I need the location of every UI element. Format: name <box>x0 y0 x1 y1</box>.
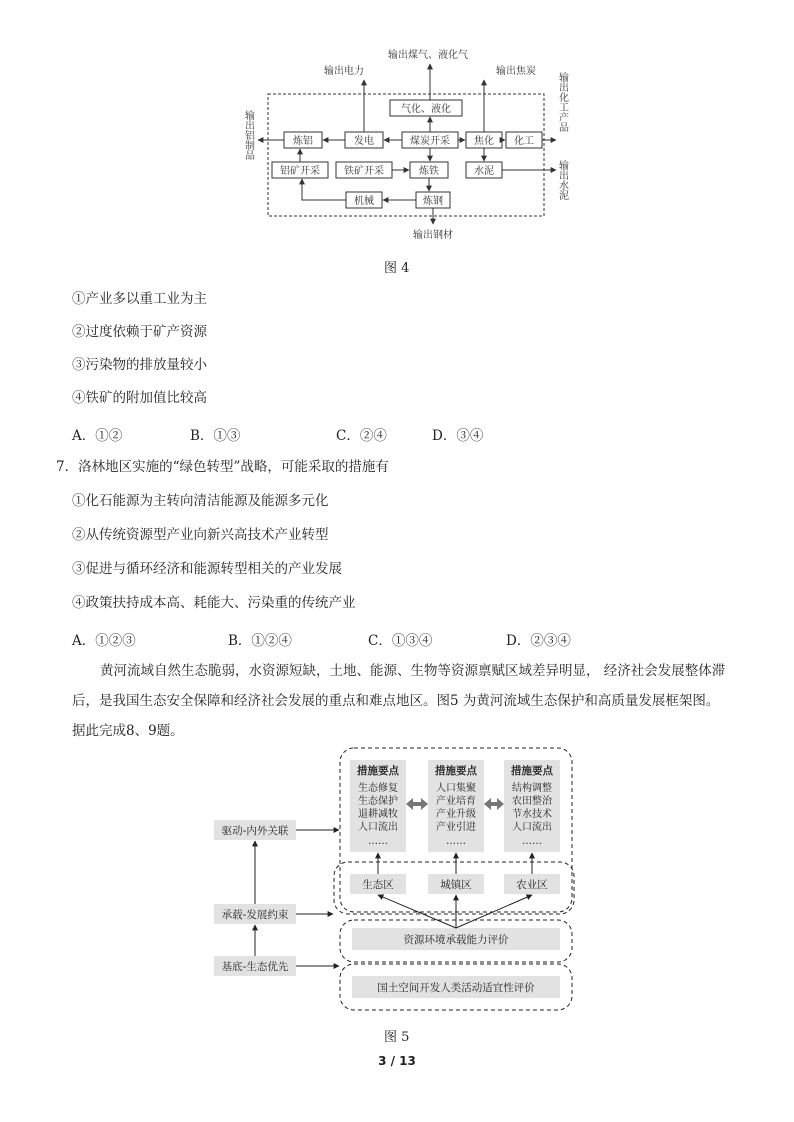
box-chemical: 化工 <box>514 136 534 147</box>
box-aluminum-smelt: 炼铝 <box>293 136 313 147</box>
zone-agri: 农业区 <box>516 879 548 891</box>
col2-title: 措施要点 <box>435 765 477 777</box>
q6-item-2: ②过度依赖于矿产资源 <box>72 324 207 340</box>
col2-line: 人口集聚 <box>436 783 476 794</box>
eval-carrying-capacity: 资源环境承载能力评价 <box>403 934 509 946</box>
output-power: 输出电力 <box>324 66 364 77</box>
eval-suitability: 国土空间开发人类活动适宜性评价 <box>377 982 535 994</box>
col1-line: 生态修复 <box>358 783 398 794</box>
box-gasify: 气化、液化 <box>401 104 451 115</box>
left-base: 基底-生态优先 <box>221 961 289 973</box>
box-machinery: 机械 <box>354 196 374 207</box>
col3-line: …… <box>522 836 542 847</box>
figure-5-diagram <box>200 744 590 1016</box>
col1-title: 措施要点 <box>357 765 399 777</box>
output-metal: 输出铝制品 <box>242 110 254 160</box>
q7-option-c[interactable]: C．①③④ <box>368 633 433 649</box>
col3-line: 结构调整 <box>512 783 552 794</box>
q7-item-2: ②从传统资源型产业向新兴高技术产业转型 <box>72 527 329 543</box>
box-bauxite-mining: 铝矿开采 <box>280 166 320 177</box>
box-iron-mining: 铁矿开采 <box>344 166 384 177</box>
left-drive: 驱动-内外关联 <box>221 825 289 837</box>
box-coking: 焦化 <box>474 136 494 147</box>
q7-stem: 7．洛林地区实施的“绿色转型”战略，可能采取的措施有 <box>56 459 389 475</box>
passage: 黄河流域自然生态脆弱，水资源短缺，土地、能源、生物等资源禀赋区域差异明显， 经济社会发展整体滞后，是我国生态安全保障和经济社会发展的重点和难点地区。图5 为黄河流域生态保护和高质量发展框架图。据此完成8、9题。 <box>72 663 726 739</box>
q6-item-1: ①产业多以重工业为主 <box>72 291 207 307</box>
q6-item-3: ③污染物的排放量较小 <box>72 357 207 373</box>
col1-line: 人口流出 <box>358 822 398 833</box>
q6-option-d[interactable]: D．③④ <box>432 428 484 444</box>
box-steelmaking: 炼钢 <box>423 196 443 207</box>
col1-line: 生态保护 <box>358 796 398 807</box>
col2-line: …… <box>446 836 466 847</box>
q6-option-c[interactable]: C．②④ <box>336 428 387 444</box>
q7-item-4: ④政策扶持成本高、耗能大、污染重的传统产业 <box>72 595 356 611</box>
col2-line: 产业引进 <box>436 822 476 833</box>
q6-item-4: ④铁矿的附加值比较高 <box>72 390 207 406</box>
col2-line: 产业升级 <box>436 809 476 820</box>
figure-4-diagram <box>232 40 592 250</box>
left-carry: 承载-发展约束 <box>221 909 289 921</box>
q7-option-a[interactable]: A．①②③ <box>72 633 136 649</box>
col1-line: 退耕减牧 <box>358 809 398 820</box>
box-coal-mining: 煤炭开采 <box>410 136 450 147</box>
col1-line: …… <box>368 836 388 847</box>
col3-title: 措施要点 <box>511 765 553 777</box>
zone-urban: 城镇区 <box>440 879 472 891</box>
figure-4-caption: 图 4 <box>384 261 410 276</box>
col3-line: 节水技术 <box>512 809 552 820</box>
q6-option-b[interactable]: B．①③ <box>190 428 241 444</box>
col3-line: 农田整治 <box>512 796 552 807</box>
zone-eco: 生态区 <box>362 879 394 891</box>
box-cement: 水泥 <box>474 166 494 177</box>
col3-line: 人口流出 <box>512 822 552 833</box>
output-coke: 输出焦炭 <box>496 66 536 77</box>
output-chem: 输出化工产品 <box>556 72 568 132</box>
q7-item-3: ③促进与循环经济和能源转型相关的产业发展 <box>72 561 342 577</box>
q7-option-b[interactable]: B．①②④ <box>228 633 292 649</box>
output-steel: 输出钢材 <box>413 230 453 241</box>
q7-option-d[interactable]: D．②③④ <box>506 633 571 649</box>
page-number: 3 / 13 <box>378 1054 416 1068</box>
output-coal-gas: 输出煤气、液化气 <box>388 50 468 61</box>
col2-line: 产业培育 <box>436 796 476 807</box>
box-power-gen: 发电 <box>354 136 374 147</box>
q7-item-1: ①化石能源为主转向清洁能源及能源多元化 <box>72 493 329 509</box>
q6-option-a[interactable]: A．①② <box>72 428 123 444</box>
output-cement: 输出水泥 <box>556 160 568 200</box>
box-iron-smelt: 炼铁 <box>419 166 439 177</box>
figure-5-caption: 图 5 <box>384 1030 410 1045</box>
